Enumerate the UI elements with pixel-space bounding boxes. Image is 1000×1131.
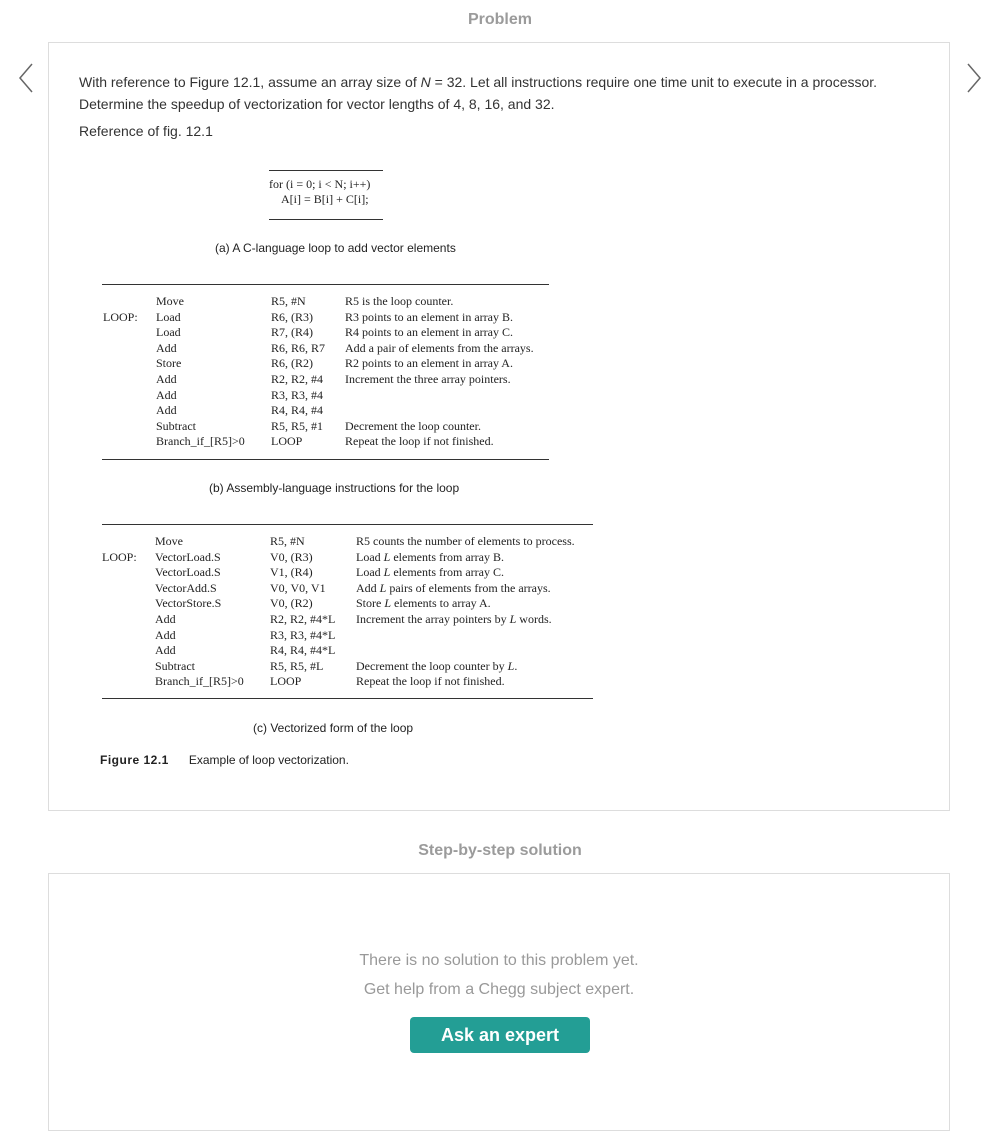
prev-problem-button[interactable]: [12, 60, 42, 96]
code-comment: Load L elements from array C.: [356, 565, 504, 580]
code-op: Add: [155, 643, 176, 658]
code-comment: R3 points to an element in array B.: [345, 309, 513, 324]
code-comment: Load L elements from array B.: [356, 549, 504, 564]
code-args: R4, R4, #4: [271, 403, 324, 418]
get-help-text: Get help from a Chegg subject expert.: [363, 981, 635, 998]
code-args: V0, V0, V1: [270, 580, 326, 595]
code-args: LOOP: [271, 434, 303, 449]
code-op: VectorLoad.S: [155, 565, 221, 580]
code-comment: R5 counts the number of elements to process.: [356, 534, 575, 548]
code-comment: Add L pairs of elements from the arrays.: [356, 580, 551, 595]
code-op: Load: [156, 309, 181, 324]
chevron-right-icon: [960, 60, 990, 96]
code-op: Add: [156, 403, 177, 418]
code-op: Branch_if_[R5]>0: [155, 674, 244, 689]
code-op: Add: [156, 387, 177, 402]
code-op: Add: [156, 372, 177, 386]
code-op: Add: [155, 627, 176, 642]
code-comment: Add a pair of elements from the arrays.: [345, 340, 534, 355]
code-args: R5, #N: [270, 534, 305, 548]
code-args: R2, R2, #4*L: [270, 612, 336, 626]
code-comment: Repeat the loop if not finished.: [345, 434, 494, 449]
figure-title: Figure 12.1 Example of loop vectorization.: [100, 753, 349, 767]
code-args: R6, R6, R7: [271, 340, 326, 355]
code-op: Move: [156, 294, 184, 308]
code-args: R2, R2, #4: [271, 372, 324, 386]
solution-card: [48, 873, 950, 1131]
code-op: Branch_if_[R5]>0: [156, 434, 245, 449]
code-op: Subtract: [156, 418, 196, 433]
code-args: R5, R5, #1: [271, 418, 324, 433]
code-args: LOOP: [270, 674, 302, 689]
code-args: R4, R4, #4*L: [270, 643, 336, 658]
code-args: V0, (R2): [270, 596, 313, 611]
solution-heading: Step-by-step solution: [418, 842, 582, 859]
next-problem-button[interactable]: [960, 60, 990, 96]
ask-expert-button[interactable]: Ask an expert: [410, 1017, 590, 1053]
no-solution-text: There is no solution to this problem yet.: [359, 952, 639, 969]
code-comment: Increment the array pointers by L words.: [356, 612, 552, 626]
problem-heading: Problem: [467, 11, 532, 28]
caption-b: (b) Assembly-language instructions for the loop: [209, 481, 460, 495]
code-op: VectorLoad.S: [155, 549, 221, 564]
code-op: Add: [155, 612, 176, 626]
code-args: R3, R3, #4: [271, 387, 324, 402]
code-args: R7, (R4): [271, 325, 313, 340]
code-args: R6, (R2): [271, 356, 313, 371]
code-args: R6, (R3): [271, 309, 313, 324]
problem-text: With reference to Figure 12.1, assume an array size of N = 32. Let all instructions require one time unit to execute in a processor. Determine the speedup of vectorization for vector lengths of 4, 8, 16, and 32.: [79, 74, 878, 112]
code-op: Add: [156, 340, 177, 355]
code-comment: R4 points to an element in array C.: [345, 325, 513, 340]
code-args: R5, R5, #L: [270, 658, 324, 673]
code-label: LOOP:: [103, 309, 138, 324]
code-op: Subtract: [155, 658, 195, 673]
caption-c: (c) Vectorized form of the loop: [253, 721, 414, 735]
problem-card: [48, 42, 950, 811]
code-comment: Decrement the loop counter by L.: [356, 658, 518, 673]
code-comment: Store L elements to array A.: [356, 596, 491, 611]
code-op: Load: [156, 325, 181, 340]
code-comment: R5 is the loop counter.: [345, 294, 454, 308]
code-op: VectorAdd.S: [155, 580, 217, 595]
code-args: V0, (R3): [270, 549, 313, 564]
code-comment: Increment the three array pointers.: [345, 372, 511, 386]
code-args: V1, (R4): [270, 565, 313, 580]
code-args: R3, R3, #4*L: [270, 627, 336, 642]
code-comment: R2 points to an element in array A.: [345, 356, 513, 371]
code-comment: Decrement the loop counter.: [345, 418, 481, 433]
code-args: R5, #N: [271, 294, 306, 308]
c-language-loop: for (i = 0; i < N; i++) A[i] = B[i] + C[i];: [269, 177, 371, 206]
figure-reference-label: Reference of fig. 12.1: [79, 123, 213, 139]
code-op: Store: [156, 356, 182, 371]
chevron-left-icon: [12, 60, 42, 96]
caption-a: (a) A C-language loop to add vector elements: [215, 241, 456, 255]
code-label: LOOP:: [102, 549, 137, 564]
code-op: VectorStore.S: [155, 596, 222, 611]
code-op: Move: [155, 534, 183, 548]
code-comment: Repeat the loop if not finished.: [356, 674, 505, 689]
